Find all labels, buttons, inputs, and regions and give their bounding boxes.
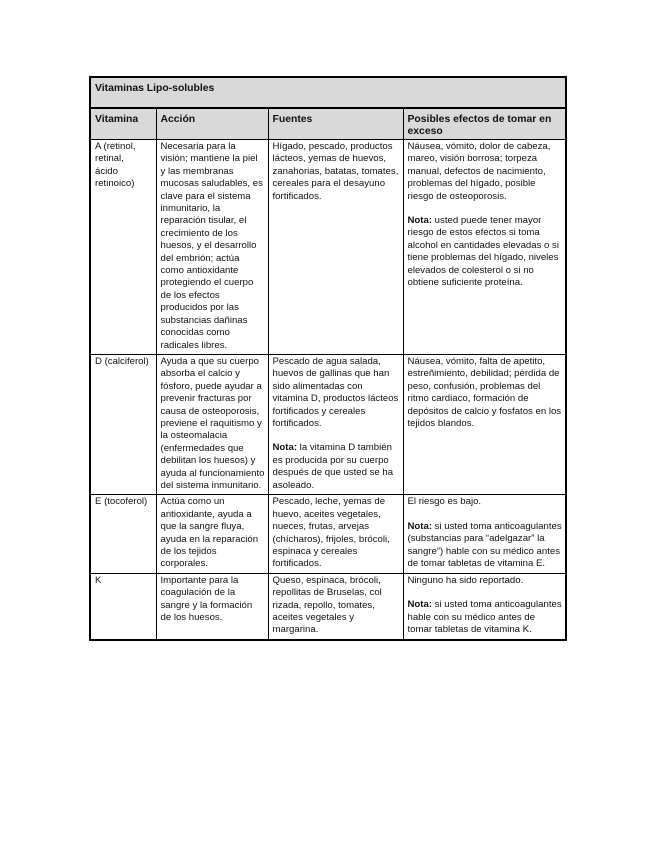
efectos-text: El riesgo es bajo.: [407, 496, 482, 508]
cell-efectos: Náusea, vómito, falta de apetito, estreñimiento, debilidad; pérdida de peso, confusión, problemas del ritmo cardiaco, formación de depósitos de calcio y fosfatos en los tejidos blandos.: [403, 354, 566, 494]
note-text: usted puede tener mayor riesgo de estos efectos si toma alcohol en cantidades elevadas o si tiene problemas del hígado, niveles elevados de colesterol o si no obtiene suficiente proteína.: [407, 215, 559, 289]
efectos-note: [408, 215, 563, 289]
cell-fuentes: Hígado, pescado, productos lácteos, yemas de huevos, zanahorias, batatas, tomates, cereales para el desayuno fortificados.: [268, 140, 403, 355]
table-row-vitamin-e: [90, 495, 566, 573]
cell-fuentes: Pescado, leche, yemas de huevo, aceites vegetales, nueces, frutas, arvejas (chícharos), frijoles, brócoli, espinaca y cereales fortificados.: [268, 495, 403, 573]
efectos-note: [408, 521, 563, 571]
vitamins-table: [89, 76, 567, 641]
note-label: Nota:: [407, 215, 433, 227]
cell-efectos: [403, 495, 566, 573]
table-row-vitamin-a: [90, 140, 566, 355]
header-efectos: Posibles efectos de tomar en exceso: [403, 108, 566, 140]
cell-accion: Ayuda a que su cuerpo absorba el calcio y fósforo, puede ayudar a prevenir fracturas por causa de osteoporosis, previene el raquitismo y la osteomalacia (enfermedades que debilitan los huesos) y ayuda al funcionamiento del sistema inmunitario.: [156, 354, 268, 494]
efectos-text: Ninguno ha sido reportado.: [407, 574, 524, 586]
header-vitamina: Vitamina: [90, 108, 156, 140]
header-accion: Acción: [156, 108, 268, 140]
note-text: si usted toma anticoagulantes (substancias para “adelgazar” la sangre”) hable con su médico antes de tomar tabletas de vitamina E.: [407, 520, 562, 569]
cell-efectos: [403, 573, 566, 640]
note-label: Nota:: [272, 442, 298, 454]
cell-vitamin-name: A (retinol, retinal, ácido retinoico): [90, 140, 156, 355]
note-label: Nota:: [407, 520, 433, 532]
table-row-vitamin-k: [90, 573, 566, 640]
cell-vitamin-name: K: [90, 573, 156, 640]
fuentes-note: [273, 442, 400, 492]
note-text: la vitamina D también es producida por su cuerpo después de que usted se ha asoleado.: [272, 442, 394, 491]
note-label: Nota:: [407, 599, 433, 611]
cell-accion: Importante para la coagulación de la sangre y la formación de los huesos.: [156, 573, 268, 640]
table-title-row: [90, 77, 566, 108]
cell-fuentes: [268, 354, 403, 494]
note-text: si usted toma anticoagulantes hable con su médico antes de tomar tabletas de vitamina K.: [407, 599, 562, 636]
fuentes-text: Pescado de agua salada, huevos de gallinas que han sido alimentadas con vitamina D, productos lácteos fortificados y cereales fortificados.: [272, 355, 399, 429]
table-row-vitamin-d: [90, 354, 566, 494]
efectos-note: [408, 599, 563, 636]
cell-accion: Necesaria para la visión; mantiene la piel y las membranas mucosas saludables, es clave para el sistema inmunitario, la reparación tisular, el crecimiento de los huesos, y el desarrollo del embrión; actúa como antioxidante protegiendo el cuerpo de los efectos producidos por las substancias dañinas conocidas como radicales libres.: [156, 140, 268, 355]
table-title: Vitaminas Lipo-solubles: [90, 77, 566, 108]
cell-fuentes: Queso, espinaca, brócoli, repollitas de Bruselas, col rizada, repollo, tomates, aceites vegetales y margarina.: [268, 573, 403, 640]
cell-vitamin-name: D (calciferol): [90, 354, 156, 494]
cell-accion: Actúa como un antioxidante, ayuda a que la sangre fluya, ayuda en la reparación de los tejidos corporales.: [156, 495, 268, 573]
cell-efectos: [403, 140, 566, 355]
header-fuentes: Fuentes: [268, 108, 403, 140]
table-header-row: [90, 108, 566, 140]
efectos-text: Náusea, vómito, dolor de cabeza, mareo, visión borrosa; torpeza manual, defectos de nacimiento, problemas del hígado, posible riesgo de osteoporosis.: [407, 141, 551, 202]
cell-vitamin-name: E (tocoferol): [90, 495, 156, 573]
